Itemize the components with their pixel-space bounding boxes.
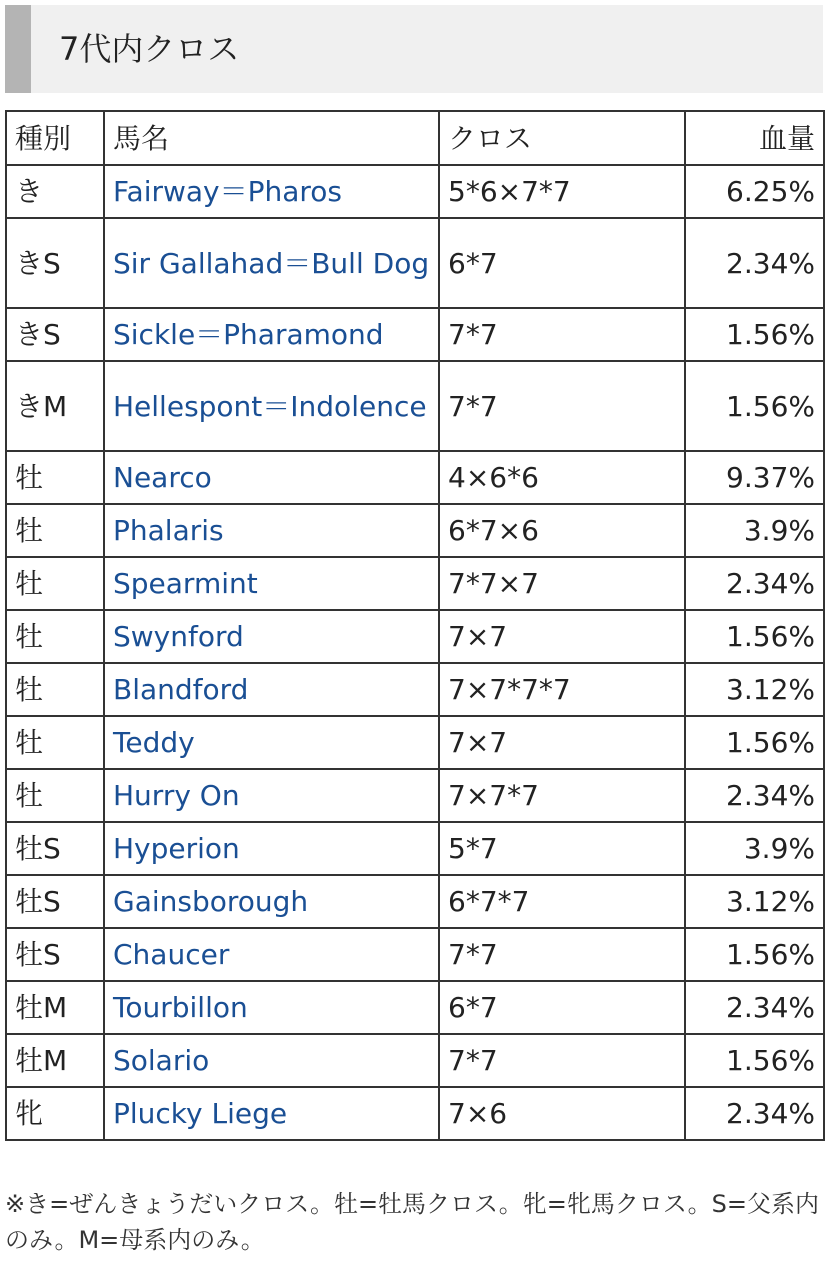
cell-cross: 7*7 <box>439 361 685 451</box>
header-name: 馬名 <box>104 111 439 165</box>
cell-blood: 1.56% <box>685 928 824 981</box>
table-row <box>6 822 824 875</box>
cell-blood: 3.9% <box>685 822 824 875</box>
cell-cross: 7×7 <box>439 716 685 769</box>
cell-cross: 7×6 <box>439 1087 685 1140</box>
table-row <box>6 663 824 716</box>
horse-name-link[interactable]: Tourbillon <box>113 991 248 1024</box>
cell-cross: 6*7×6 <box>439 504 685 557</box>
table-row <box>6 218 824 308</box>
table-row <box>6 361 824 451</box>
cell-type: 牡 <box>6 504 104 557</box>
cell-blood: 2.34% <box>685 218 824 308</box>
cell-name <box>104 769 439 822</box>
cell-name <box>104 1087 439 1140</box>
cell-cross: 7×7 <box>439 610 685 663</box>
cell-name <box>104 981 439 1034</box>
table-row <box>6 557 824 610</box>
horse-name-link[interactable]: Phalaris <box>113 514 224 547</box>
cell-type: 牡S <box>6 875 104 928</box>
cell-type: 牡S <box>6 928 104 981</box>
cell-blood: 1.56% <box>685 361 824 451</box>
cell-cross: 4×6*6 <box>439 451 685 504</box>
cell-blood: 1.56% <box>685 610 824 663</box>
cell-cross: 6*7 <box>439 218 685 308</box>
cell-type: 牡 <box>6 663 104 716</box>
header-blood: 血量 <box>685 111 824 165</box>
horse-name-link[interactable]: Fairway＝Pharos <box>113 175 343 208</box>
cell-name <box>104 928 439 981</box>
table-row <box>6 928 824 981</box>
horse-name-link[interactable]: Hellespont＝Indolence <box>113 389 427 423</box>
horse-name-link[interactable]: Blandford <box>113 673 249 706</box>
cell-blood: 1.56% <box>685 716 824 769</box>
table-row <box>6 610 824 663</box>
cell-name <box>104 504 439 557</box>
cell-blood: 3.12% <box>685 663 824 716</box>
cell-blood: 6.25% <box>685 165 824 218</box>
cell-cross: 7*7 <box>439 928 685 981</box>
cell-blood: 2.34% <box>685 557 824 610</box>
section-header <box>5 5 823 93</box>
cell-name <box>104 822 439 875</box>
table-row <box>6 875 824 928</box>
cell-name <box>104 1034 439 1087</box>
horse-name-link[interactable]: Chaucer <box>113 938 230 971</box>
cell-cross: 5*7 <box>439 822 685 875</box>
table-row <box>6 504 824 557</box>
cell-name <box>104 716 439 769</box>
table-row <box>6 981 824 1034</box>
cell-cross: 5*6×7*7 <box>439 165 685 218</box>
horse-name-link[interactable]: Plucky Liege <box>113 1097 288 1130</box>
cell-type: 牝 <box>6 1087 104 1140</box>
cell-name <box>104 308 439 361</box>
cell-name <box>104 610 439 663</box>
horse-name-link[interactable]: Gainsborough <box>113 885 309 918</box>
cross-table <box>5 110 825 1141</box>
horse-name-link[interactable]: Solario <box>113 1044 210 1077</box>
cell-type: 牡 <box>6 610 104 663</box>
cell-type: き <box>6 165 104 218</box>
cell-type: 牡 <box>6 451 104 504</box>
footnote: ※き=ぜんきょうだいクロス。牡=牡馬クロス。牝=牝馬クロス。S=父系内のみ。M=母系内のみ。 <box>5 1190 819 1254</box>
cell-cross: 6*7 <box>439 981 685 1034</box>
cell-cross: 7*7×7 <box>439 557 685 610</box>
horse-name-link[interactable]: Nearco <box>113 461 212 494</box>
horse-name-link[interactable]: Hurry On <box>113 779 240 812</box>
cell-type: 牡S <box>6 822 104 875</box>
cell-cross: 7×7*7*7 <box>439 663 685 716</box>
header-type: 種別 <box>6 111 104 165</box>
cell-blood: 2.34% <box>685 769 824 822</box>
cell-blood: 1.56% <box>685 1034 824 1087</box>
cell-name <box>104 165 439 218</box>
cell-blood: 2.34% <box>685 981 824 1034</box>
cell-name <box>104 663 439 716</box>
cell-type: 牡M <box>6 1034 104 1087</box>
cell-type: きS <box>6 218 104 308</box>
table-row <box>6 1087 824 1140</box>
section-title: 7代内クロス <box>59 30 240 68</box>
cell-type: 牡M <box>6 981 104 1034</box>
cell-name <box>104 875 439 928</box>
horse-name-link[interactable]: Hyperion <box>113 832 240 865</box>
cell-type: 牡 <box>6 557 104 610</box>
header-cross: クロス <box>439 111 685 165</box>
cell-type: きS <box>6 308 104 361</box>
horse-name-link[interactable]: Teddy <box>113 726 195 759</box>
cell-blood: 3.9% <box>685 504 824 557</box>
table-body <box>6 165 824 1140</box>
table-row <box>6 769 824 822</box>
table-row <box>6 165 824 218</box>
cell-blood: 9.37% <box>685 451 824 504</box>
horse-name-link[interactable]: Sir Gallahad＝Bull Dog <box>113 246 430 280</box>
cell-blood: 1.56% <box>685 308 824 361</box>
table-header-row <box>6 111 824 165</box>
horse-name-link[interactable]: Sickle＝Pharamond <box>113 318 384 351</box>
cell-type: きM <box>6 361 104 451</box>
cell-type: 牡 <box>6 769 104 822</box>
cell-blood: 2.34% <box>685 1087 824 1140</box>
cell-name <box>104 557 439 610</box>
cell-cross: 7×7*7 <box>439 769 685 822</box>
cell-name <box>104 451 439 504</box>
cell-name <box>104 361 439 451</box>
cell-blood: 3.12% <box>685 875 824 928</box>
table-row <box>6 716 824 769</box>
cell-cross: 6*7*7 <box>439 875 685 928</box>
section-accent-bar <box>5 5 31 93</box>
horse-name-link[interactable]: Swynford <box>113 620 244 653</box>
table-row <box>6 451 824 504</box>
cell-cross: 7*7 <box>439 1034 685 1087</box>
cell-type: 牡 <box>6 716 104 769</box>
cell-name <box>104 218 439 308</box>
table-row <box>6 308 824 361</box>
horse-name-link[interactable]: Spearmint <box>113 567 258 600</box>
cell-cross: 7*7 <box>439 308 685 361</box>
table-row <box>6 1034 824 1087</box>
